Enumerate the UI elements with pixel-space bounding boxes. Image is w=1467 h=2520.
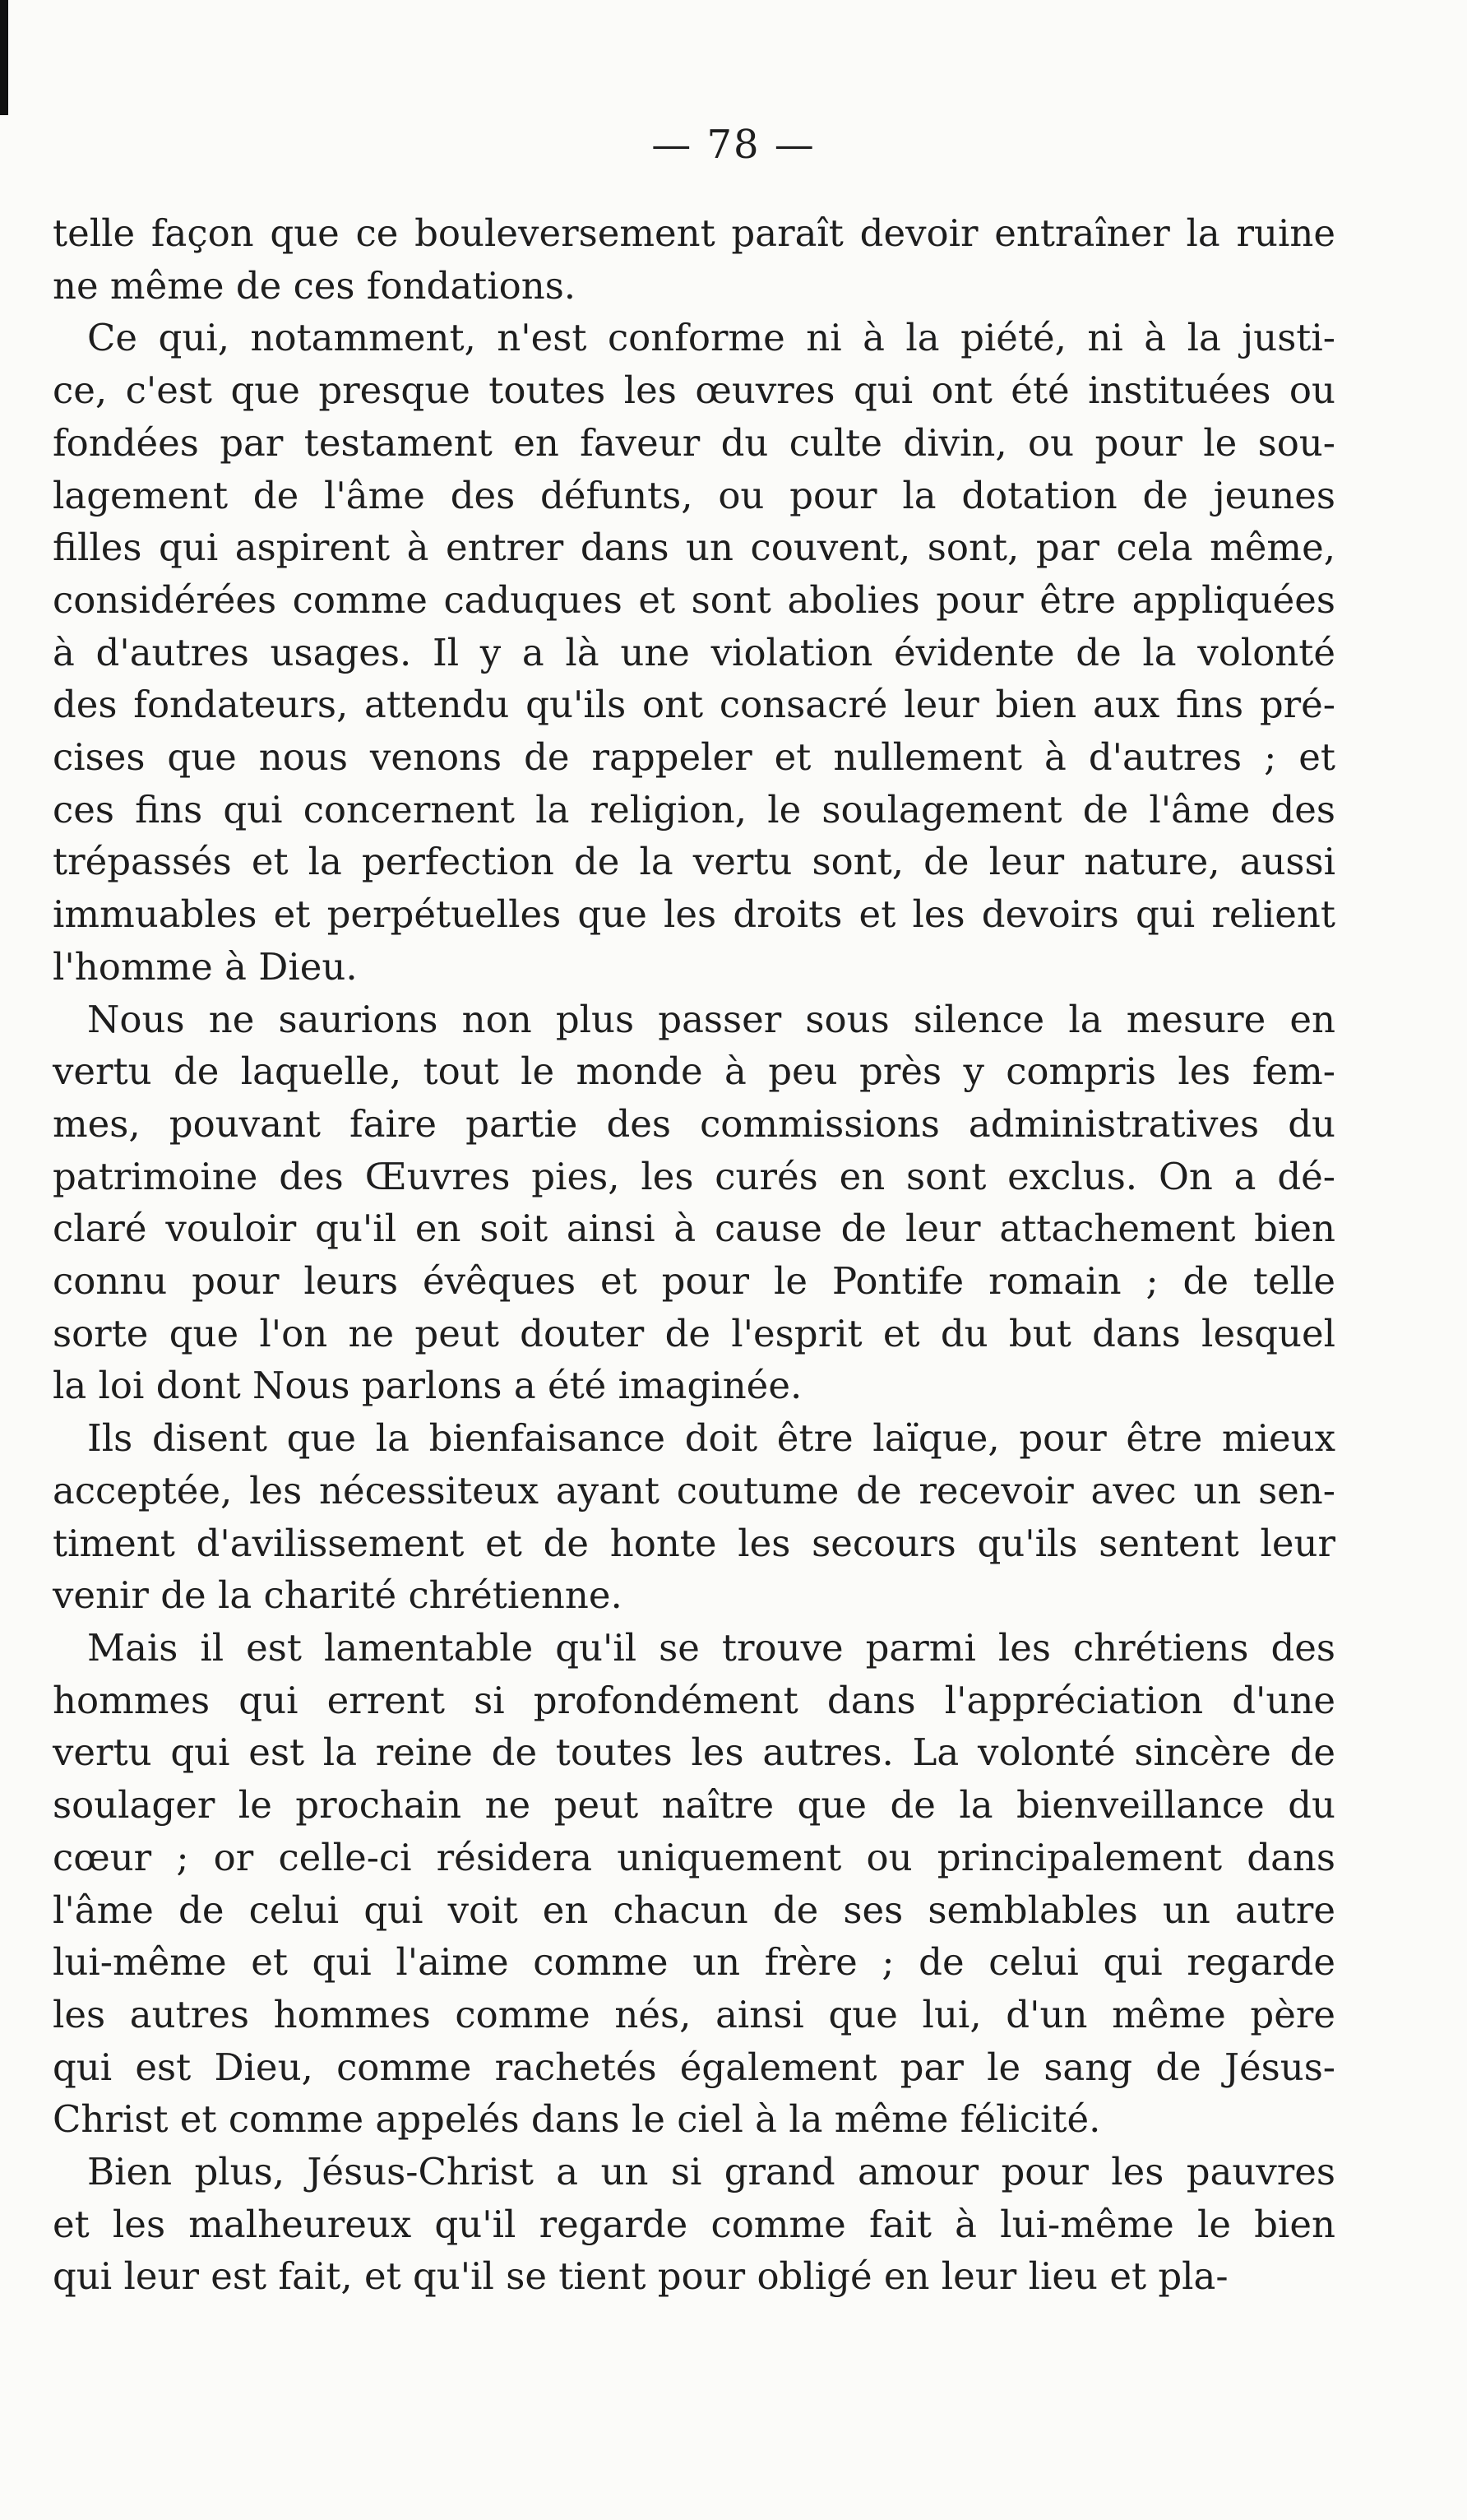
text-line: timent d'avilissement et de honte les secours qu'ils sentent leur	[53, 1521, 1335, 1565]
paragraph	[53, 312, 1335, 993]
text-line: Mais il est lamentable qu'il se trouve parmi les chrétiens des	[87, 1625, 1335, 1670]
text-line: mes, pouvant faire partie des commissions administratives du	[53, 1101, 1335, 1146]
text-line: trépassés et la perfection de la vertu sont, de leur nature, aussi	[53, 840, 1335, 884]
text-line: vertu qui est la reine de toutes les autres. La volonté sincère de	[53, 1730, 1335, 1775]
text-line: l'âme de celui qui voit en chacun de ses semblables un autre	[53, 1888, 1335, 1932]
paragraph	[53, 1412, 1335, 1622]
text-line: telle façon que ce bouleversement paraît devoir entraîner la ruine	[53, 211, 1335, 255]
text-line: sorte que l'on ne peut douter de l'esprit et du but dans lesquel	[53, 1311, 1335, 1355]
text-line: lui-même et qui l'aime comme un frère ; de celui qui regarde	[53, 1940, 1335, 1985]
text-line: ces fins qui concernent la religion, le soulagement de l'âme des	[53, 787, 1335, 832]
text-line: ce, c'est que presque toutes les œuvres qui ont été instituées ou	[53, 368, 1335, 413]
paragraph	[53, 2146, 1335, 2303]
text-line: à d'autres usages. Il y a là une violation évidente de la volonté	[53, 630, 1335, 674]
paragraph	[53, 207, 1335, 312]
text-line: fondées par testament en faveur du culte divin, ou pour le sou-	[53, 420, 1335, 465]
text-line: cœur ; or celle-ci résidera uniquement ou principalement dans	[53, 1835, 1335, 1879]
text-line: cises que nous venons de rappeler et nullement à d'autres ; et	[53, 735, 1335, 780]
text-line: qui est Dieu, comme rachetés également par le sang de Jésus-	[53, 2045, 1335, 2089]
text-line: considérées comme caduques et sont abolies pour être appliquées	[53, 577, 1335, 622]
text-line: immuables et perpétuelles que les droits et les devoirs qui relient	[53, 892, 1335, 937]
paragraph	[53, 994, 1335, 1413]
text-line: soulager le prochain ne peut naître que de la bienveillance du	[53, 1783, 1335, 1827]
text-line: vertu de laquelle, tout le monde à peu près y compris les fem-	[53, 1049, 1335, 1094]
page-number: — 78 —	[651, 122, 816, 168]
text-line: claré vouloir qu'il en soit ainsi à cause de leur attachement bien	[53, 1207, 1335, 1251]
text-line: des fondateurs, attendu qu'ils ont consacré leur bien aux fins pré-	[53, 683, 1335, 727]
text-line: Christ et comme appelés dans le ciel à la même félicité.	[53, 2097, 1101, 2142]
body-text	[53, 207, 1335, 2303]
text-line: Nous ne saurions non plus passer sous silence la mesure en	[87, 997, 1335, 1041]
text-line: Ils disent que la bienfaisance doit être laïque, pour être mieux	[87, 1416, 1335, 1461]
text-line: Bien plus, Jésus-Christ a un si grand amour pour les pauvres	[87, 2150, 1335, 2194]
text-line: ne même de ces fondations.	[53, 263, 576, 308]
scan-edge-mark	[0, 0, 8, 115]
text-line: connu pour leurs évêques et pour le Pontife romain ; de telle	[53, 1259, 1335, 1304]
text-line: venir de la charité chrétienne.	[53, 1573, 622, 1618]
text-line: les autres hommes comme nés, ainsi que lui, d'un même père	[53, 1992, 1335, 2036]
text-line: et les malheureux qu'il regarde comme fait à lui-même le bien	[53, 2202, 1335, 2246]
text-line: hommes qui errent si profondément dans l'appréciation d'une	[53, 1678, 1335, 1722]
text-line: lagement de l'âme des défunts, ou pour la dotation de jeunes	[53, 473, 1335, 517]
text-line: Ce qui, notamment, n'est conforme ni à la piété, ni à la justi-	[87, 316, 1335, 360]
text-line: qui leur est fait, et qu'il se tient pour obligé en leur lieu et pla-	[53, 2254, 1229, 2299]
paragraph	[53, 1622, 1335, 2146]
text-line: patrimoine des Œuvres pies, les curés en sont exclus. On a dé-	[53, 1154, 1335, 1198]
text-line: acceptée, les nécessiteux ayant coutume de recevoir avec un sen-	[53, 1468, 1335, 1512]
text-line: filles qui aspirent à entrer dans un couvent, sont, par cela même,	[53, 526, 1335, 570]
text-line: la loi dont Nous parlons a été imaginée.	[53, 1364, 803, 1408]
text-line: l'homme à Dieu.	[53, 944, 358, 989]
